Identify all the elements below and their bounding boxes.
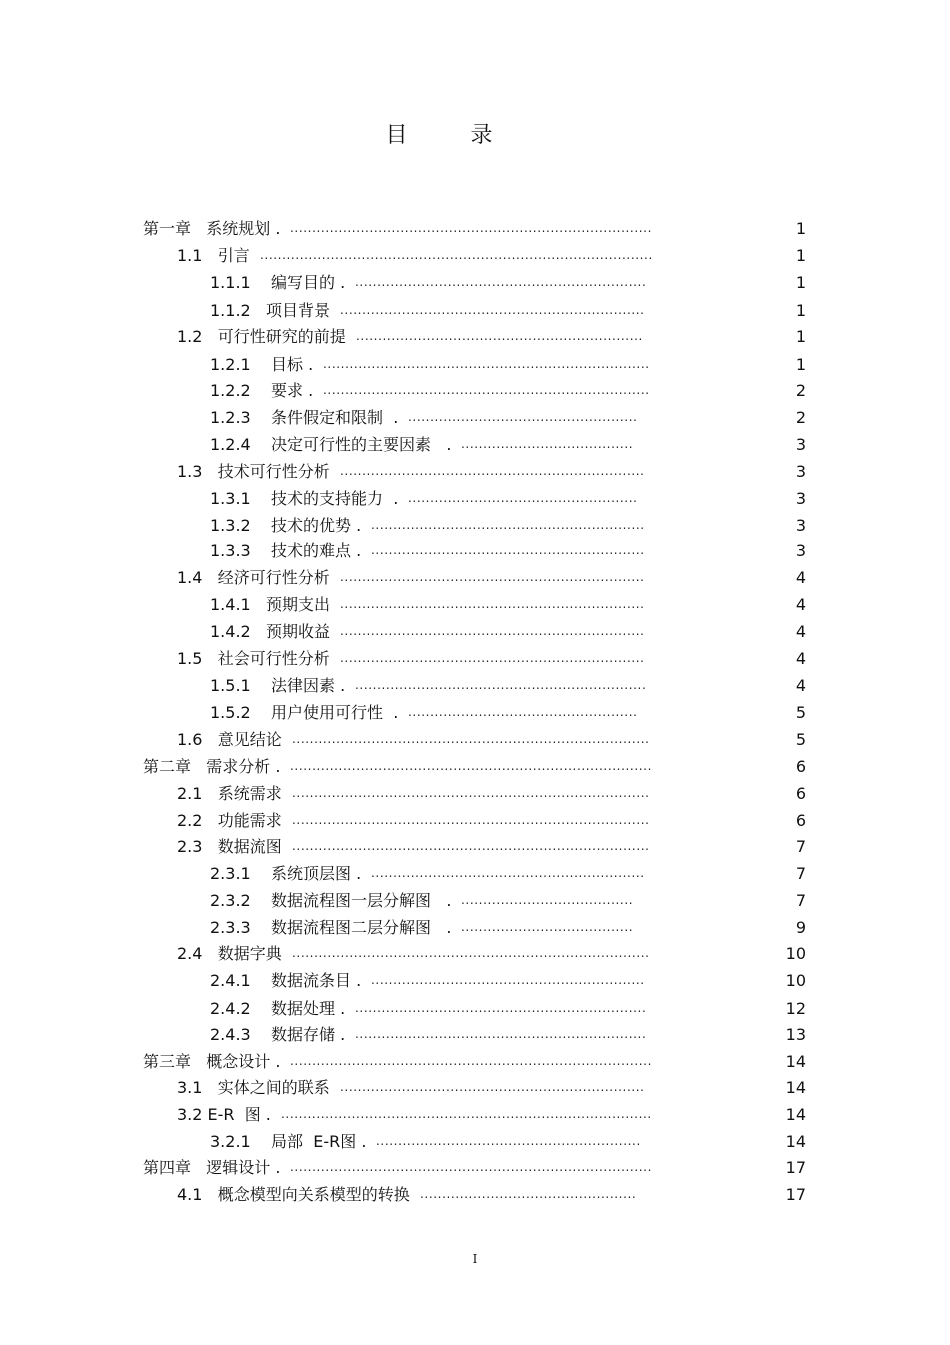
toc-entry-page: 7 (795, 864, 806, 883)
toc-entry[interactable] (0, 244, 950, 268)
toc-dot-leader: .................................................................................. (290, 759, 652, 773)
toc-entry-page: 2 (795, 381, 806, 400)
toc-entry[interactable] (0, 835, 950, 859)
toc-entry-page: 5 (795, 703, 806, 722)
toc-entry-page: 14 (785, 1078, 806, 1097)
toc-entry-page: 1 (795, 219, 806, 238)
toc-entry[interactable] (0, 433, 950, 457)
toc-entry-page: 3 (795, 435, 806, 454)
toc-entry-label: 2.3.3 数据流程图二层分解图 . (210, 918, 452, 937)
toc-title: 目 录 (385, 123, 521, 148)
toc-entry-label: 1.6 意见结论 (177, 730, 282, 749)
toc-entry-page: 3 (795, 516, 806, 535)
toc-entry-page: 4 (795, 622, 806, 641)
toc-dot-leader: ....................................... (461, 893, 634, 907)
toc-entry-page: 3 (795, 462, 806, 481)
toc-entry[interactable] (0, 379, 950, 403)
toc-entry[interactable] (0, 299, 950, 323)
toc-entry-page: 17 (785, 1158, 806, 1177)
toc-entry-label: 1.2 可行性研究的前提 (177, 327, 346, 346)
toc-entry-label: 2.4.1 数据流条目 . (210, 971, 362, 990)
toc-entry-label: 1.2.2 要求 . (210, 381, 314, 400)
toc-entry[interactable] (0, 1076, 950, 1100)
toc-entry-page: 4 (795, 676, 806, 695)
toc-entry-label: 1.1 引言 (177, 246, 250, 265)
toc-entry-label: 1.2.3 条件假定和限制 . (210, 408, 399, 427)
toc-entry[interactable] (0, 539, 950, 563)
toc-dot-leader: ................................................................................. (292, 946, 650, 960)
toc-entry[interactable] (0, 755, 950, 779)
toc-dot-leader: ..................................................................... (340, 570, 645, 584)
toc-entry[interactable] (0, 889, 950, 913)
toc-entry-label: 第四章 逻辑设计 . (143, 1158, 281, 1177)
toc-entry-label: 3.2.1 局部 E-R图 . (210, 1132, 367, 1151)
toc-entry-page: 12 (785, 999, 806, 1018)
toc-entry-page: 7 (795, 891, 806, 910)
toc-entry-page: 3 (795, 489, 806, 508)
toc-dot-leader: .................................................... (408, 491, 638, 505)
toc-entry[interactable] (0, 217, 950, 241)
toc-entry-page: 6 (795, 757, 806, 776)
toc-dot-leader: .............................................................. (371, 543, 645, 557)
toc-dot-leader: ..................................................................... (340, 651, 645, 665)
toc-entry-page: 6 (795, 784, 806, 803)
toc-dot-leader: .................................................................. (355, 275, 647, 289)
toc-entry[interactable] (0, 1023, 950, 1047)
toc-entry-page: 14 (785, 1052, 806, 1071)
toc-entry-page: 1 (795, 327, 806, 346)
toc-entry[interactable] (0, 1050, 950, 1074)
toc-dot-leader: .................................................... (408, 705, 638, 719)
toc-dot-leader: .................................................................. (355, 1001, 647, 1015)
toc-entry[interactable] (0, 325, 950, 349)
toc-dot-leader: .................................................... (408, 410, 638, 424)
toc-entry-label: 2.4.3 数据存储 . (210, 1025, 346, 1044)
toc-entry[interactable] (0, 862, 950, 886)
toc-dot-leader: ..................................................................... (340, 464, 645, 478)
toc-entry-label: 2.4.2 数据处理 . (210, 999, 346, 1018)
toc-entry-label: 3.1 实体之间的联系 (177, 1078, 330, 1097)
toc-entry[interactable] (0, 728, 950, 752)
toc-entry[interactable] (0, 620, 950, 644)
toc-entry[interactable] (0, 514, 950, 538)
toc-entry-page: 4 (795, 649, 806, 668)
toc-dot-leader: ..................................................................... (340, 597, 645, 611)
toc-entry-label: 第一章 系统规划 . (143, 219, 281, 238)
toc-entry-page: 14 (785, 1105, 806, 1124)
toc-entry-page: 4 (795, 595, 806, 614)
toc-dot-leader: ....................................... (461, 920, 634, 934)
toc-entry[interactable] (0, 487, 950, 511)
toc-entry-page: 1 (795, 355, 806, 374)
toc-entry-label: 2.3.2 数据流程图一层分解图 . (210, 891, 452, 910)
toc-entry[interactable] (0, 997, 950, 1021)
toc-entry-label: 2.4 数据字典 (177, 944, 282, 963)
toc-entry-page: 13 (785, 1025, 806, 1044)
toc-dot-leader: .................................................................................... (281, 1107, 652, 1121)
toc-entry-label: 1.5.2 用户使用可行性 . (210, 703, 399, 722)
toc-dot-leader: .......................................................................... (323, 357, 650, 371)
toc-entry-label: 4.1 概念模型向关系模型的转换 (177, 1185, 410, 1204)
toc-dot-leader: .................................................................. (355, 1027, 647, 1041)
toc-entry-page: 1 (795, 273, 806, 292)
toc-dot-leader: ................................................................................. (292, 732, 650, 746)
toc-dot-leader: .......................................................................... (323, 383, 650, 397)
toc-dot-leader: .................................................................................. (290, 221, 652, 235)
toc-entry[interactable] (0, 969, 950, 993)
toc-entry-label: 1.4.1 预期支出 (210, 595, 330, 614)
toc-dot-leader: ................................................................. (356, 329, 643, 343)
toc-entry-page: 17 (785, 1185, 806, 1204)
toc-entry-label: 1.2.4 决定可行性的主要因素 . (210, 435, 452, 454)
toc-entry-label: 2.3 数据流图 (177, 837, 282, 856)
toc-entry-page: 7 (795, 837, 806, 856)
toc-entry-page: 9 (795, 918, 806, 937)
toc-entry[interactable] (0, 674, 950, 698)
toc-entry[interactable] (0, 566, 950, 590)
toc-entry-label: 1.3 技术可行性分析 (177, 462, 330, 481)
toc-entry-page: 10 (785, 944, 806, 963)
toc-entry-label: 1.3.1 技术的支持能力 . (210, 489, 399, 508)
toc-entry-page: 2 (795, 408, 806, 427)
toc-entry-page: 6 (795, 811, 806, 830)
toc-entry-label: 1.3.3 技术的难点 . (210, 541, 362, 560)
toc-entry-page: 1 (795, 246, 806, 265)
toc-entry[interactable] (0, 1156, 950, 1180)
toc-dot-leader: ................................................................................. (292, 813, 650, 827)
toc-entry-label: 3.2 E-R 图 . (177, 1105, 271, 1124)
toc-entry-label: 1.1.1 编写目的 . (210, 273, 346, 292)
toc-dot-leader: .................................................................................. (290, 1160, 652, 1174)
toc-entry[interactable] (0, 406, 950, 430)
toc-entry[interactable] (0, 916, 950, 940)
toc-entry[interactable] (0, 809, 950, 833)
toc-dot-leader: .............................................................. (371, 866, 645, 880)
toc-dot-leader: ..................................................................... (340, 1080, 645, 1094)
toc-entry-page: 5 (795, 730, 806, 749)
toc-dot-leader: .................................................................................. (290, 1054, 652, 1068)
page-number: I (472, 1252, 478, 1266)
toc-dot-leader: ......................................................................................... (260, 248, 653, 262)
toc-entry-label: 1.5.1 法律因素 . (210, 676, 346, 695)
toc-entry-label: 2.1 系统需求 (177, 784, 282, 803)
toc-entry[interactable] (0, 1183, 950, 1207)
toc-entry-page: 10 (785, 971, 806, 990)
toc-entry[interactable] (0, 782, 950, 806)
toc-entry-page: 3 (795, 541, 806, 560)
toc-entry-label: 1.3.2 技术的优势 . (210, 516, 362, 535)
toc-entry[interactable] (0, 701, 950, 725)
toc-entry[interactable] (0, 460, 950, 484)
toc-entry-label: 1.4 经济可行性分析 (177, 568, 330, 587)
toc-entry-label: 1.2.1 目标 . (210, 355, 314, 374)
toc-entry-label: 1.1.2 项目背景 (210, 301, 330, 320)
toc-entry[interactable] (0, 593, 950, 617)
toc-entry[interactable] (0, 1103, 950, 1127)
toc-dot-leader: ................................................................................. (292, 839, 650, 853)
toc-dot-leader: ................................................. (420, 1187, 637, 1201)
toc-dot-leader: .............................................................. (371, 518, 645, 532)
toc-entry[interactable] (0, 271, 950, 295)
toc-entry-label: 1.5 社会可行性分析 (177, 649, 330, 668)
toc-dot-leader: ..................................................................... (340, 624, 645, 638)
toc-entry-page: 1 (795, 301, 806, 320)
toc-entry-label: 2.2 功能需求 (177, 811, 282, 830)
toc-entry[interactable] (0, 353, 950, 377)
toc-entry-label: 1.4.2 预期收益 (210, 622, 330, 641)
toc-entry[interactable] (0, 942, 950, 966)
toc-entry-label: 第二章 需求分析 . (143, 757, 281, 776)
toc-entry-label: 第三章 概念设计 . (143, 1052, 281, 1071)
toc-dot-leader: .................................................................. (355, 678, 647, 692)
toc-dot-leader: ................................................................................. (292, 786, 650, 800)
toc-entry-page: 4 (795, 568, 806, 587)
toc-entry[interactable] (0, 647, 950, 671)
toc-entry-page: 14 (785, 1132, 806, 1151)
toc-dot-leader: ............................................................ (376, 1134, 641, 1148)
toc-dot-leader: .............................................................. (371, 973, 645, 987)
toc-dot-leader: ....................................... (461, 437, 634, 451)
toc-entry[interactable] (0, 1130, 950, 1154)
toc-dot-leader: ..................................................................... (340, 303, 645, 317)
toc-entry-label: 2.3.1 系统顶层图 . (210, 864, 362, 883)
